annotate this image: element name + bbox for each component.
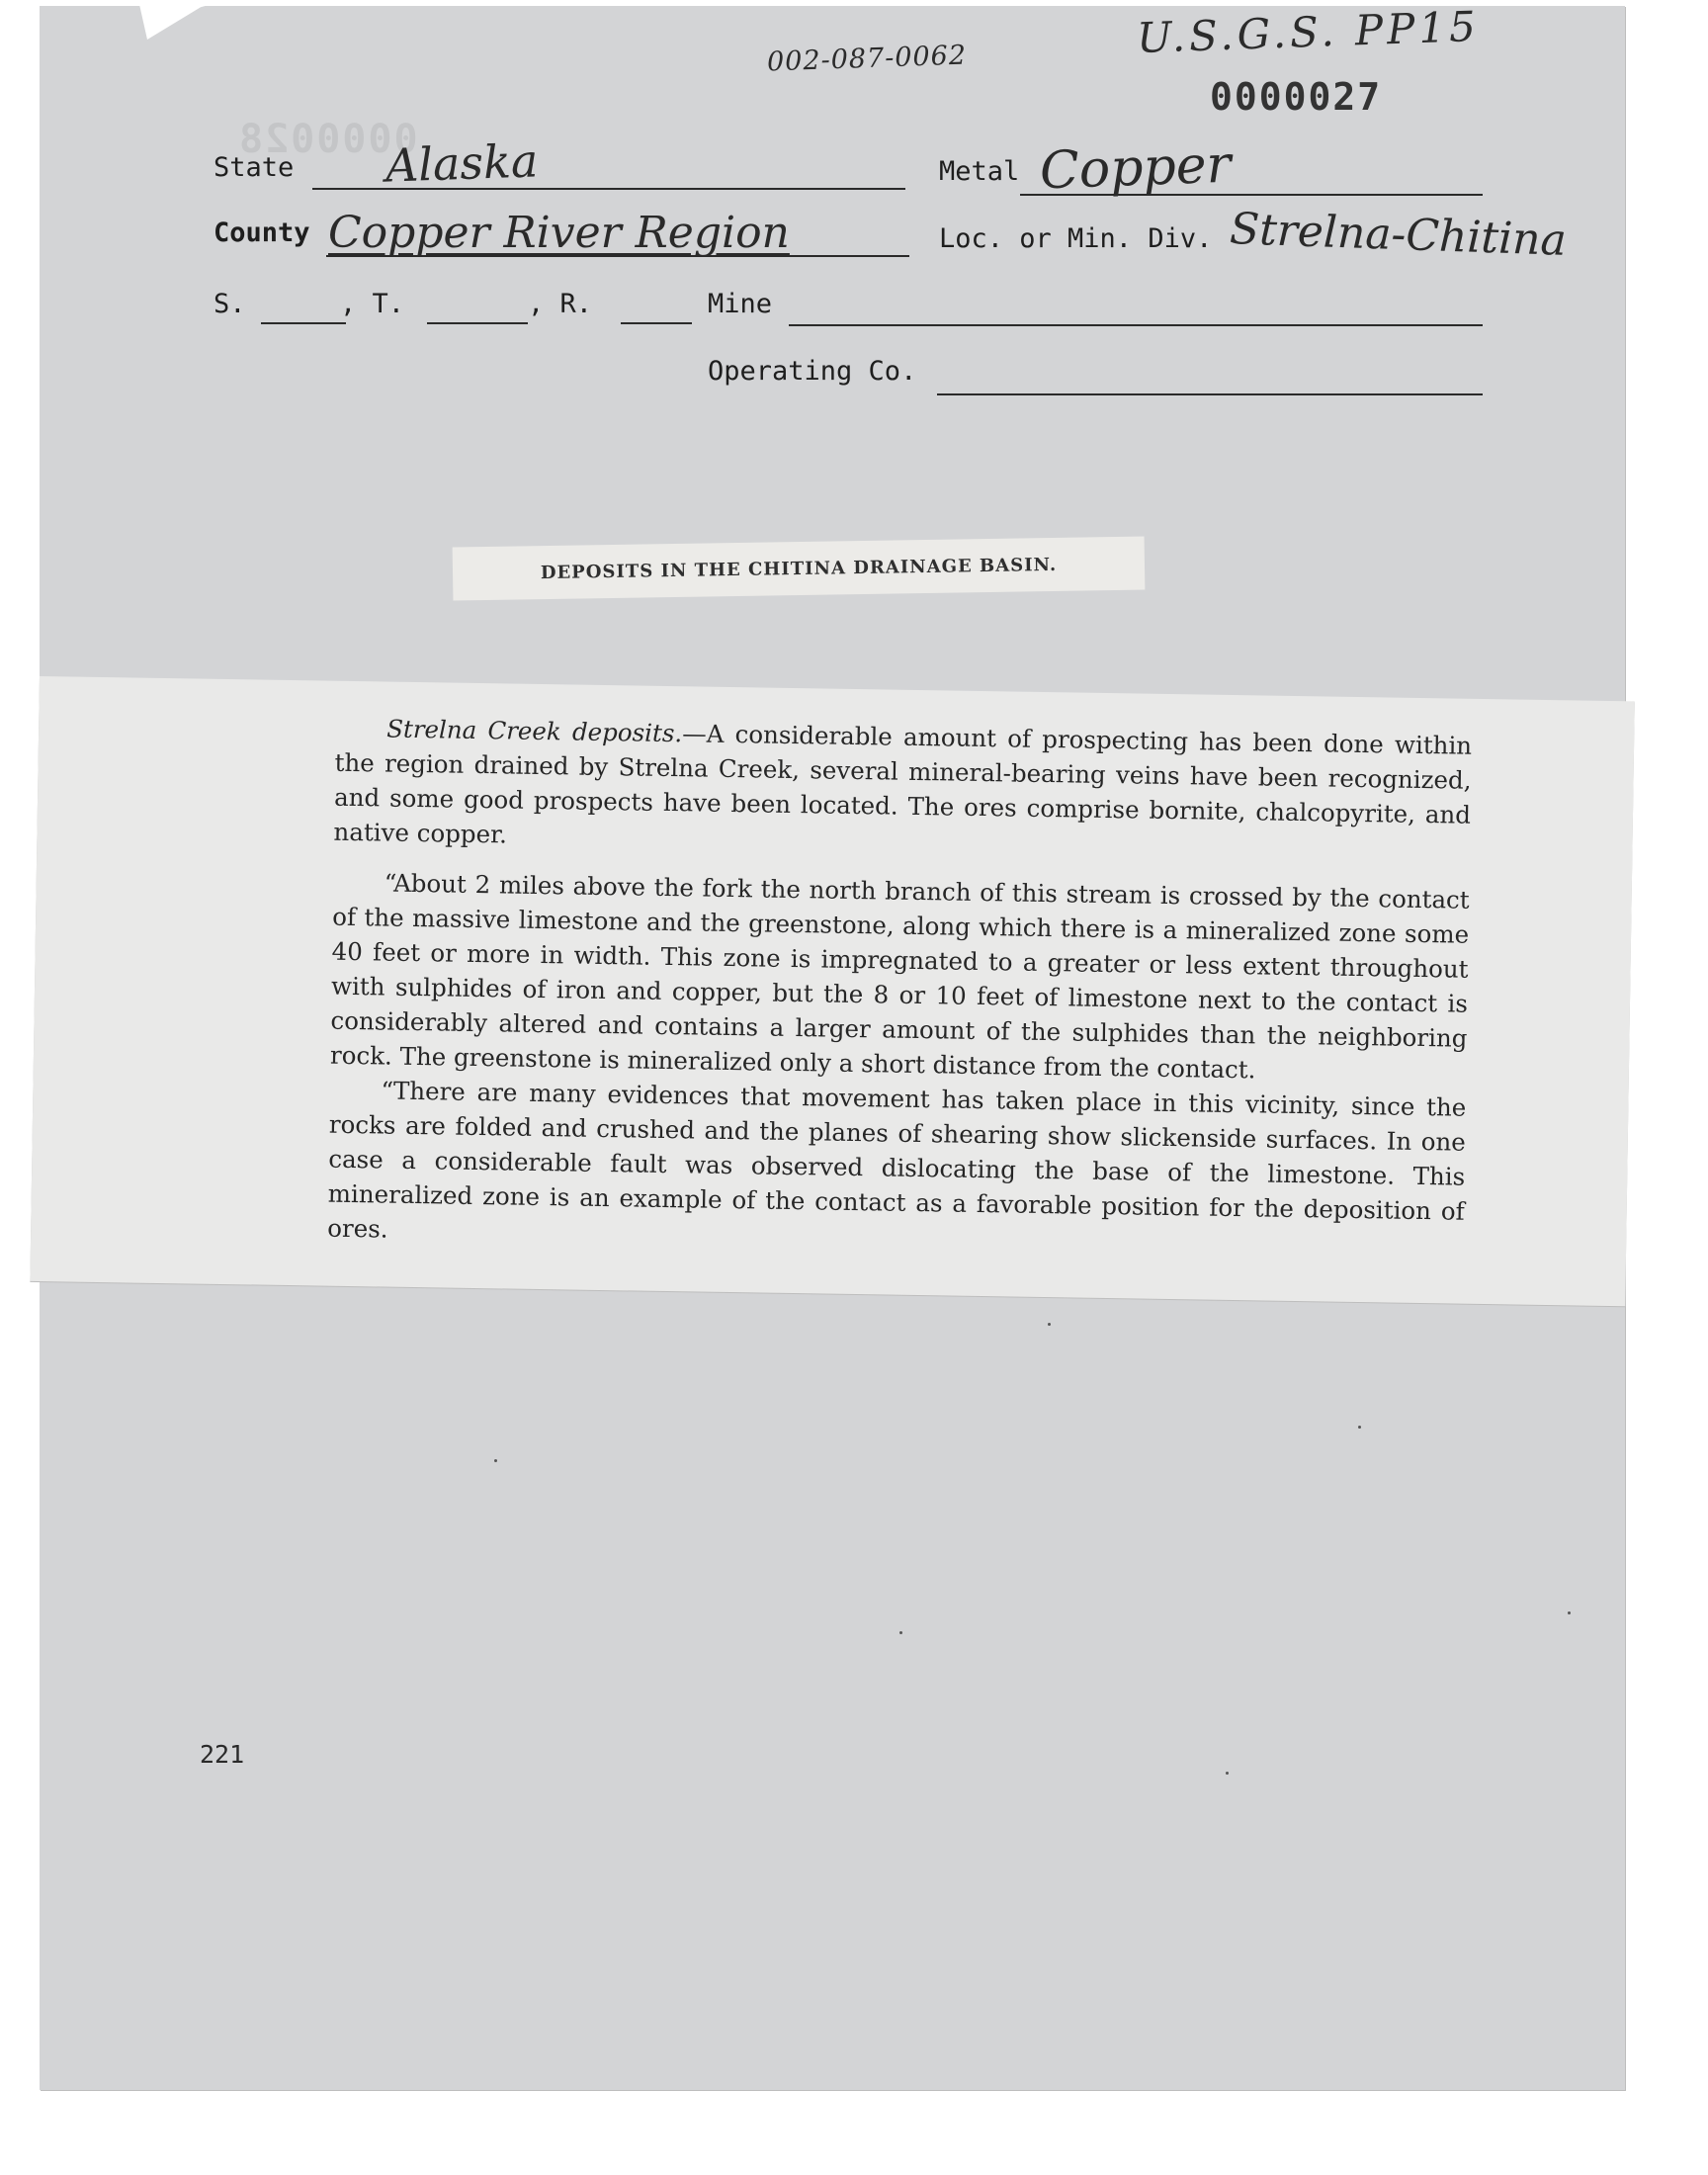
- scan-speck: [899, 1631, 902, 1634]
- county-value: Copper River Region: [328, 208, 790, 258]
- card-number-stamp: 0000027: [1210, 75, 1383, 119]
- township-line: [427, 322, 528, 324]
- mine-label: Mine: [708, 289, 773, 319]
- township-label: , T.: [340, 289, 405, 319]
- caption-heading: DEPOSITS IN THE CHITINA DRAINAGE BASIN.: [540, 554, 1058, 583]
- scan-speck: [1358, 1426, 1361, 1429]
- file-code: 002-087-0062: [766, 40, 968, 78]
- state-label: State: [214, 152, 295, 183]
- excerpt-paragraph: [333, 711, 1472, 867]
- mine-line: [789, 324, 1483, 326]
- page-number: 221: [200, 1740, 245, 1769]
- scan-speck: [1226, 1772, 1229, 1775]
- metal-label: Metal: [939, 156, 1020, 187]
- ghost-card-number: 0000028: [237, 117, 418, 162]
- metal-value: Copper: [1039, 134, 1233, 202]
- operating-co-label: Operating Co.: [708, 356, 917, 387]
- county-label: County: [214, 218, 310, 248]
- excerpt-body: [327, 711, 1473, 1279]
- excerpt-paragraph-2: “About 2 miles above the fork the north branch of this stream is crossed by the contact of the massive limestone and the greenstone, along which there is a mineralized zone some 40 feet or more in width. This zone is impregnated to a greater or less extent throughout with sulphides of iron and copper, but the 8 or 10 feet of limestone next to the contact is considerably altered and contains a larger amount of the sulphides than the neighboring rock. The greenstone is mineralized only a short distance from the contact.: [329, 868, 1470, 1085]
- caption-clipping: [453, 537, 1146, 601]
- scan-speck: [1048, 1323, 1051, 1326]
- loc-value: Strelna-Chitina: [1229, 204, 1568, 266]
- state-value: Alaska: [384, 133, 540, 193]
- range-line: [621, 322, 692, 324]
- usgs-reference: U.S.G.S. PP15: [1136, 1, 1481, 63]
- loc-label: Loc. or Min. Div.: [939, 223, 1213, 254]
- operating-co-line: [937, 393, 1483, 395]
- excerpt-paragraph-1: —A considerable amount of prospecting has been done within the region drained by Strelna Creek, several mineral-bearing veins have been recognized, and some good prospects have been located. The ores comprise bornite, chalcopyrite, and native copper.: [333, 719, 1473, 849]
- scan-speck: [1568, 1611, 1571, 1614]
- excerpt-paragraph-3: “There are many evidences that movement has taken place in this vicinity, since the rocks are folded and crushed and the planes of shearing show slickenside surfaces. In one case a considerable fault was observed dislocating the base of the limestone. This mineralized zone is an example of the contact as a favorable position for the deposition of ores.: [327, 1076, 1467, 1244]
- scan-speck: [494, 1459, 497, 1462]
- excerpt-heading: Strelna Creek deposits.: [385, 714, 683, 748]
- section-label: S.: [214, 289, 246, 319]
- section-line: [261, 322, 346, 324]
- range-label: , R.: [528, 289, 593, 319]
- text-clipping: [30, 676, 1634, 1306]
